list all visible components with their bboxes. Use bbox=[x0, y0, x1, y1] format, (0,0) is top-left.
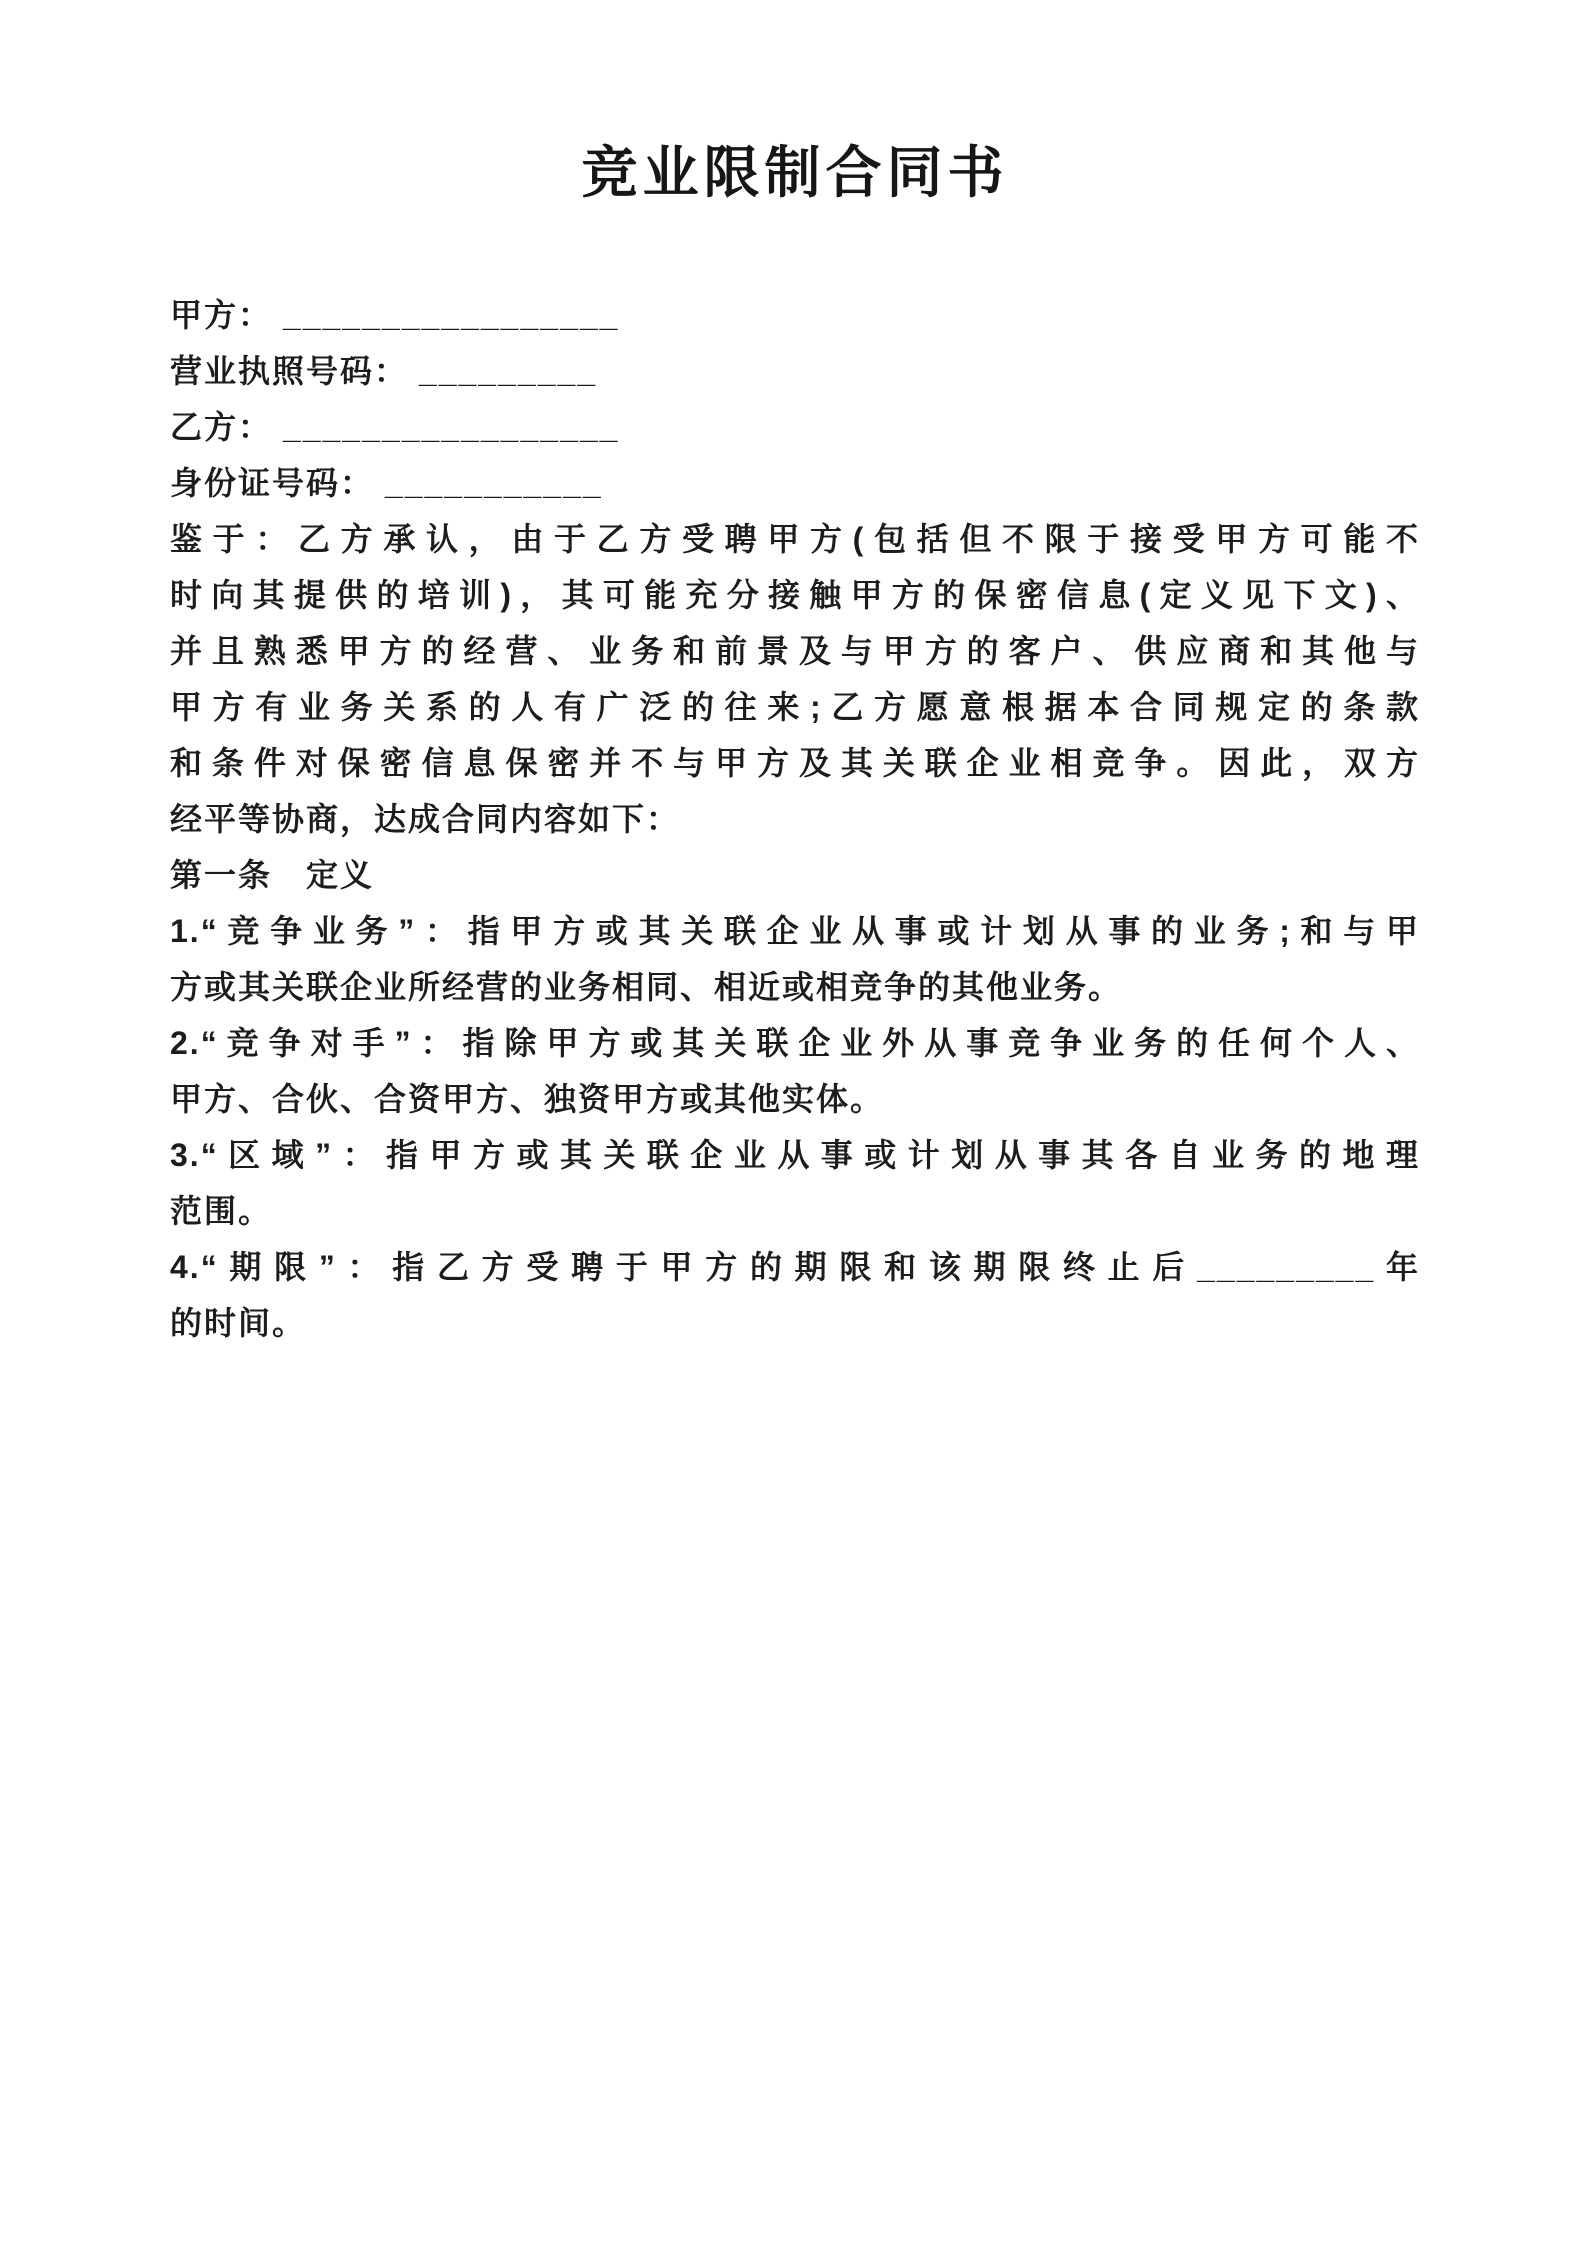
clause-4-line: 4.“期限”：指乙方受聘于甲方的期限和该期限终止后_________年 bbox=[170, 1249, 1420, 1285]
preamble-line: 时向其提供的培训)，其可能充分接触甲方的保密信息(定义见下文)、 bbox=[170, 577, 1420, 613]
field-party-a-blank: _________________ bbox=[272, 297, 620, 333]
field-party-a bbox=[170, 287, 1420, 343]
field-party-a-label: 甲方： bbox=[170, 297, 273, 333]
clause-2-line: 甲方、合伙、合资甲方、独资甲方或其他实体。 bbox=[170, 1081, 885, 1117]
preamble-line: 鉴于：乙方承认，由于乙方受聘甲方(包括但不限于接受甲方可能不 bbox=[170, 521, 1420, 557]
clause-2-line: 2.“竞争对手”：指除甲方或其关联企业外从事竞争业务的任何个人、 bbox=[170, 1025, 1420, 1061]
field-business-license-blank: _________ bbox=[408, 353, 598, 389]
preamble-line: 甲方有业务关系的人有广泛的往来;乙方愿意根据本合同规定的条款 bbox=[170, 689, 1420, 725]
field-party-b bbox=[170, 399, 1420, 455]
field-id-number-label: 身份证号码： bbox=[170, 465, 375, 501]
clause-1-line: 方或其关联企业所经营的业务相同、相近或相竞争的其他业务。 bbox=[170, 969, 1123, 1005]
section-heading-article-1: 第一条 定义 bbox=[170, 857, 375, 893]
field-business-license-label: 营业执照号码： bbox=[170, 353, 409, 389]
clause-1-line: 1.“竞争业务”：指甲方或其关联企业从事或计划从事的业务;和与甲 bbox=[170, 913, 1420, 949]
field-party-b-label: 乙方： bbox=[170, 409, 273, 445]
field-id-number bbox=[170, 455, 1420, 511]
field-party-b-blank: _________________ bbox=[272, 409, 620, 445]
clause-3-line: 3.“区域”：指甲方或其关联企业从事或计划从事其各自业务的地理 bbox=[170, 1137, 1420, 1173]
preamble-line: 并且熟悉甲方的经营、业务和前景及与甲方的客户、供应商和其他与 bbox=[170, 633, 1420, 669]
clause-3-line: 范围。 bbox=[170, 1193, 273, 1229]
preamble-line: 经平等协商，达成合同内容如下： bbox=[170, 801, 681, 837]
document-body bbox=[170, 287, 1420, 1351]
clause-4-line: 的时间。 bbox=[170, 1305, 307, 1341]
preamble-line: 和条件对保密信息保密并不与甲方及其关联企业相竞争。因此，双方 bbox=[170, 745, 1420, 781]
field-business-license bbox=[170, 343, 1420, 399]
field-id-number-blank: ___________ bbox=[374, 465, 603, 501]
document-title: 竞业限制合同书 bbox=[581, 141, 1009, 204]
